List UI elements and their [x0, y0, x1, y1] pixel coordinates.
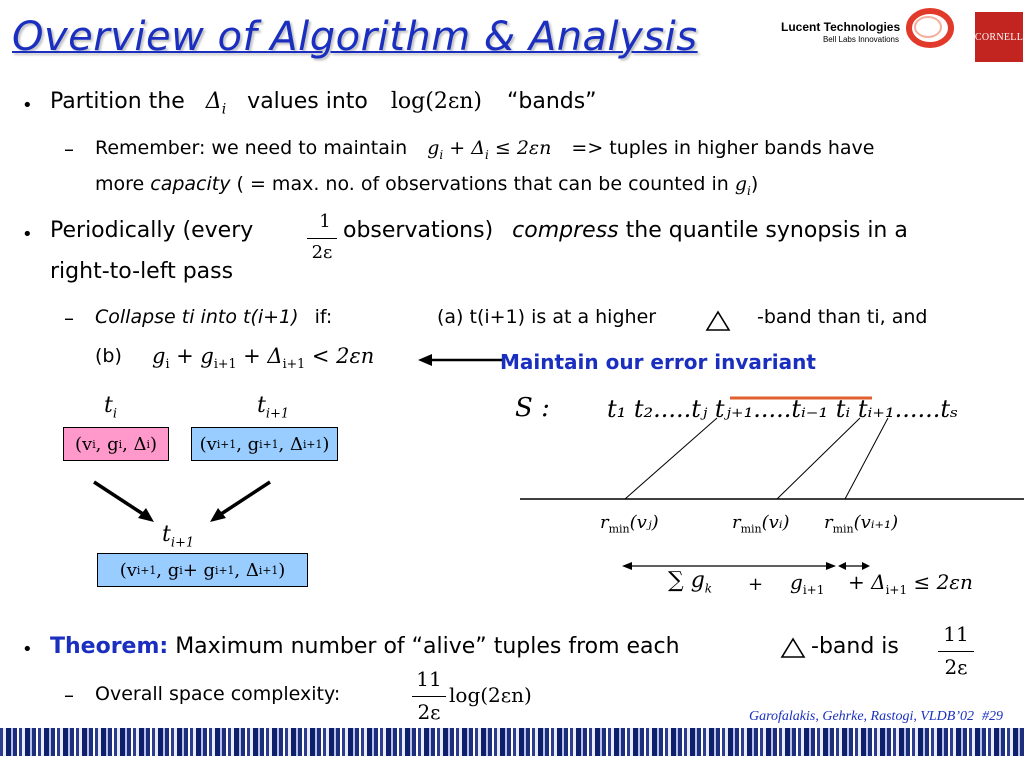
merged-t: t — [162, 522, 171, 547]
sum-gi1 — [790, 570, 824, 597]
bullet1-sub-text-b: => tuples in higher bands have — [571, 137, 875, 159]
bullet1-text-c: “bands” — [506, 89, 597, 114]
bullet1-sub-line1 — [95, 137, 874, 162]
bullet2-sub-collapse: Collapse ti into t(i+1) — [95, 306, 299, 328]
sub-dash-3: – — [64, 683, 74, 707]
bullet2-sub-b: (b) — [95, 345, 122, 367]
sequence-text: t₁ t₂.....tⱼ tⱼ₊₁.....tᵢ₋₁ tᵢ tᵢ₊₁......tₛ — [607, 395, 959, 423]
bullet2-frac-den: 2ε — [311, 242, 333, 263]
rmin-i1-sub: min — [832, 522, 854, 536]
tuple-box-ti: (v i , g i , Δ i ) — [63, 427, 169, 461]
delta-sub: i — [221, 101, 227, 118]
bullet2-sub-line1 — [95, 306, 332, 328]
delta-triangle-icon — [705, 310, 731, 332]
invariant-label: Maintain our error invariant — [500, 350, 816, 374]
bullet1-sub-line2-a: more — [95, 173, 145, 195]
invariant-arrow-icon — [418, 352, 504, 368]
lucent-ring-icon — [904, 6, 956, 50]
bullet1-sub-capacity: capacity — [150, 173, 231, 195]
gi-sub: i — [747, 183, 751, 198]
bullet2-text-b-line — [343, 218, 908, 243]
ti1-t: t — [257, 393, 266, 418]
space-complexity-label: Overall space complexity: — [95, 683, 341, 705]
diagram-merged-label — [162, 522, 194, 550]
bullet2-sub-if: if: — [314, 306, 333, 328]
sub-dash-1: – — [64, 137, 74, 161]
bullet1-log: log(2εn) — [390, 89, 482, 114]
theorem-line — [50, 634, 680, 659]
bullet1-text — [50, 89, 597, 117]
bullet-dot-2: • — [22, 224, 33, 245]
theorem-frac-den: 2ε — [944, 655, 968, 679]
rmin-vi — [732, 512, 790, 536]
rmin-i-arg: (vᵢ) — [761, 512, 790, 533]
bullet1-sub-line2-c: ) — [750, 173, 759, 195]
footer-page-number: #29 — [982, 709, 1003, 724]
bullet2-line2: right-to-left pass — [50, 259, 234, 284]
sum-gk — [668, 568, 712, 595]
math-g: g — [427, 137, 440, 159]
bullet2-text-b: observations) — [343, 218, 494, 243]
bullet2-sub-a: (a) t(i+1) is at a higher — [437, 306, 657, 328]
theorem-text-a: Maximum number of “alive” tuples from each — [175, 634, 680, 659]
space-frac-num: 11 — [416, 667, 442, 691]
bullet2-compress: compress — [512, 218, 619, 243]
space-frac-den: 2ε — [417, 700, 441, 724]
lucent-name: Lucent Technologies — [781, 20, 901, 34]
theorem-text-b: -band is — [811, 634, 899, 659]
ti1-sub: i+1 — [265, 406, 290, 422]
diagram-ti-label — [104, 393, 117, 421]
footer-decorative-bar — [0, 728, 1024, 756]
tuple-box-ti1: (v i+1 , g i+1 , Δ i+1 ) — [191, 427, 338, 461]
tail-end: ≤ 2εn — [907, 570, 973, 594]
rmin-vi1 — [824, 512, 898, 536]
bullet1-sub-math — [427, 137, 552, 162]
gi1-g: g — [790, 570, 803, 594]
gi1-sub: i+1 — [802, 583, 825, 597]
bullet2-sub-b-math: $g_i + g_{i+1} + \Delta_{i+1} < 2\varepsilon n$ — [152, 344, 375, 372]
delta-triangle-icon-2 — [780, 637, 806, 659]
bullet2-text-a: Periodically (every — [50, 218, 254, 243]
bullet-dot-3: • — [22, 639, 33, 660]
footer-citation: Garofalakis, Gehrke, Rastogi, VLDB’02 — [748, 709, 974, 724]
sum-tail — [848, 570, 973, 597]
bullet2-text-c: the quantile synopsis in a — [625, 218, 908, 243]
ti-t: t — [104, 393, 113, 418]
theorem-frac-line — [938, 651, 974, 652]
sequence-s-label: S : — [515, 393, 550, 423]
merged-sub: i+1 — [170, 535, 195, 551]
bullet1-delta — [205, 89, 227, 118]
bullet1-text-b: values into — [247, 89, 368, 114]
bullet1-sub-text-a: Remember: we need to maintain — [95, 137, 408, 159]
lucent-logo — [781, 20, 899, 44]
sub-dash-2: – — [64, 306, 74, 330]
bullet1-text-a: Partition the — [50, 89, 185, 114]
math-delta-sub: i — [485, 147, 489, 162]
ti-sub: i — [112, 406, 118, 422]
tail-delta: + Δ — [848, 570, 886, 594]
rmin-j-arg: (vⱼ) — [629, 512, 659, 533]
rmin-i-sub: min — [740, 522, 762, 536]
rmin-vj — [600, 512, 659, 536]
math-g-sub: i — [439, 147, 444, 162]
sum-symbol: ∑ g — [668, 568, 705, 593]
bullet1-sub-line2-b: ( = max. no. of observations that can be counted in — [230, 173, 729, 195]
space-log: log(2εn) — [449, 683, 532, 707]
bullet1-sub-gi — [734, 173, 751, 198]
rmin-i-r: r — [732, 512, 741, 533]
sum-sub: k — [704, 581, 713, 596]
bullet2-frac-num: 1 — [319, 211, 331, 232]
cornell-logo: CORNELL — [975, 12, 1023, 62]
rmin-i1-arg: (vᵢ₊₁) — [853, 512, 899, 533]
theorem-label: Theorem: — [50, 634, 169, 659]
rmin-j-sub: min — [608, 522, 630, 536]
delta-symbol: Δ — [205, 89, 222, 114]
bullet2-sub-band: -band than ti, and — [757, 306, 928, 328]
slide-title: Overview of Algorithm & Analysis — [12, 14, 698, 60]
tail-sub: i+1 — [885, 583, 908, 597]
bullet2-frac-line — [307, 238, 337, 239]
gi-g: g — [734, 173, 747, 195]
math-plus-delta: + Δ — [443, 137, 485, 159]
bullet1-sub-line2 — [95, 173, 758, 198]
rmin-i1-r: r — [824, 512, 833, 533]
rmin-j-r: r — [600, 512, 609, 533]
diagram-ti1-label — [257, 393, 289, 421]
lucent-tagline: Bell Labs Innovations — [822, 35, 899, 44]
space-frac-line — [412, 696, 446, 697]
sum-plus: + — [748, 574, 764, 595]
math-le: ≤ 2εn — [488, 137, 552, 159]
tuple-box-merged: (v i+1 , g i + g i+1 , Δ i+1 ) — [97, 553, 308, 587]
bullet-dot-1: • — [22, 95, 33, 116]
theorem-frac-num: 11 — [943, 622, 969, 646]
